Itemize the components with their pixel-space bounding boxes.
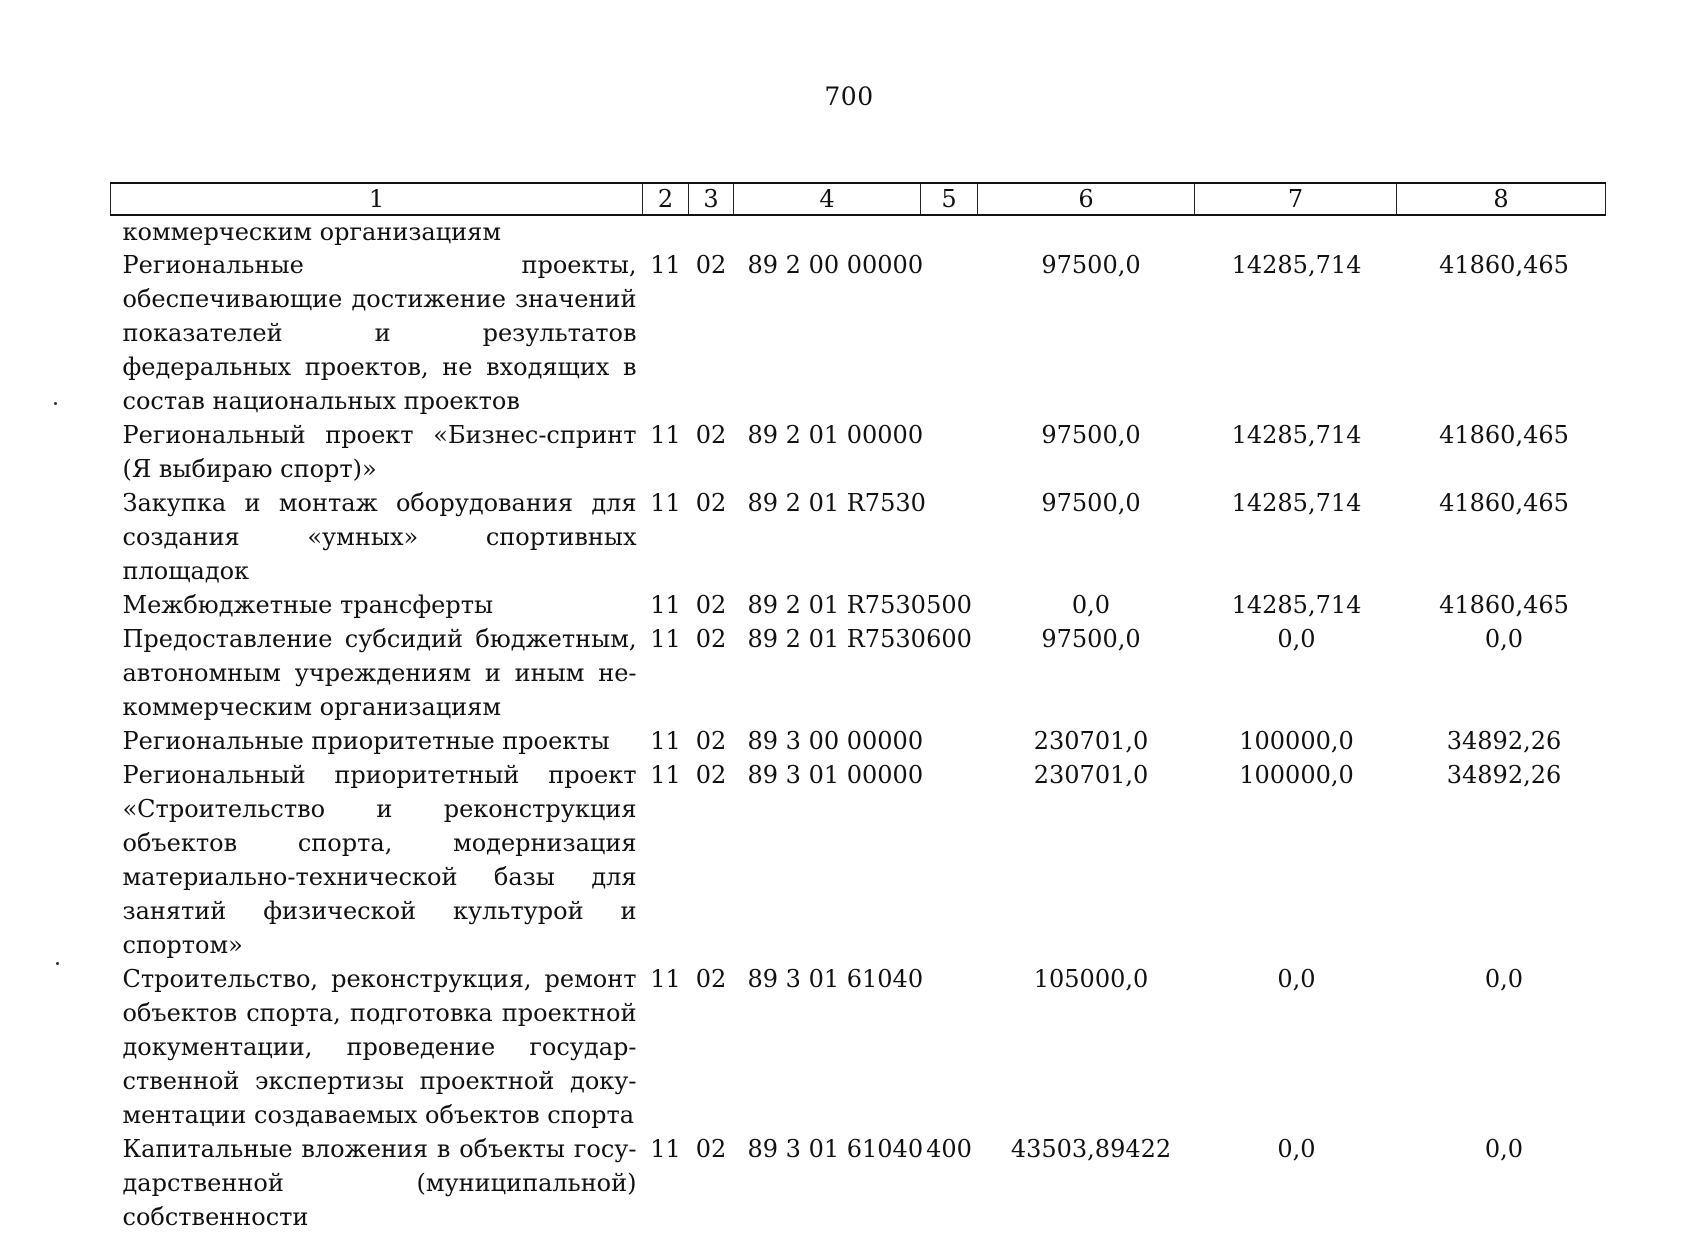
row-target-code: 89 2 01 R7530 xyxy=(747,591,926,619)
row-value-6: 105000,0 xyxy=(1033,965,1149,993)
table-row xyxy=(111,622,1606,724)
row-value-6: 97500,0 xyxy=(1041,251,1141,279)
header-col-3: 3 xyxy=(689,183,734,215)
row-value-6: 97500,0 xyxy=(1041,625,1141,653)
row-subsection: 02 xyxy=(695,965,727,993)
row-expense-type: 400 xyxy=(926,1135,972,1163)
row-value-8: 34892,26 xyxy=(1446,761,1562,789)
row-target-code: 89 3 01 61040 xyxy=(747,1135,924,1163)
row-target-code: 89 3 01 61040 xyxy=(747,965,924,993)
row-subsection: 02 xyxy=(695,1135,727,1163)
row-target-code xyxy=(734,215,921,248)
row-value-7 xyxy=(1195,215,1397,248)
row-expense-type: 600 xyxy=(926,625,972,653)
header-col-8: 8 xyxy=(1397,183,1606,215)
row-value-8 xyxy=(1397,215,1606,248)
scan-speck xyxy=(56,962,59,965)
row-value-7: 14285,714 xyxy=(1231,251,1362,279)
table-row xyxy=(111,962,1606,1132)
row-name: Региональный приоритетный проект «Строительство и реконструкция объектов спорта, модернизация материально-технической базы для занятий физической культурой и спортом» xyxy=(122,761,637,959)
row-value-6: 230701,0 xyxy=(1033,727,1149,755)
row-value-6: 0,0 xyxy=(1071,591,1111,619)
row-expense-type xyxy=(921,962,978,1132)
row-section: 11 xyxy=(650,965,681,993)
header-col-6: 6 xyxy=(978,183,1195,215)
row-section xyxy=(643,215,689,248)
row-value-7: 0,0 xyxy=(1277,965,1316,993)
row-value-6: 97500,0 xyxy=(1041,421,1141,449)
row-value-7: 100000,0 xyxy=(1239,727,1354,755)
row-value-6: 43503,89422 xyxy=(1010,1135,1172,1163)
table-row xyxy=(111,248,1606,418)
row-value-8: 0,0 xyxy=(1484,625,1524,653)
row-subsection xyxy=(689,215,734,248)
row-value-8: 0,0 xyxy=(1484,965,1524,993)
row-target-code: 89 2 00 00000 xyxy=(747,251,924,279)
row-section: 11 xyxy=(650,251,681,279)
row-section: 11 xyxy=(650,1135,681,1163)
row-section: 11 xyxy=(650,489,681,517)
row-name: Строительство, реконструкция, ремонт объектов спорта, подготовка проектной документации, проведение государственной экспертизы проектной документации создаваемых объектов спорта xyxy=(122,965,637,1129)
row-subsection: 02 xyxy=(695,727,727,755)
row-target-code: 89 2 01 00000 xyxy=(747,421,924,449)
table-row xyxy=(111,215,1606,248)
table-row xyxy=(111,1132,1606,1234)
header-row xyxy=(111,183,1606,215)
row-value-8: 41860,465 xyxy=(1439,591,1569,619)
row-expense-type xyxy=(921,724,978,758)
row-expense-type xyxy=(921,248,978,418)
row-subsection: 02 xyxy=(695,761,727,789)
row-expense-type xyxy=(921,215,978,248)
row-target-code: 89 2 01 R7530 xyxy=(747,625,926,653)
row-section: 11 xyxy=(650,591,681,619)
row-target-code: 89 3 00 00000 xyxy=(747,727,924,755)
row-name: коммерческим организациям xyxy=(122,218,501,246)
budget-table-container xyxy=(110,182,1605,1234)
header-col-5: 5 xyxy=(921,183,978,215)
row-name: Региональные приоритетные проекты xyxy=(122,727,610,755)
row-subsection: 02 xyxy=(695,489,727,517)
table-body xyxy=(111,215,1606,1234)
row-expense-type xyxy=(921,758,978,962)
row-value-7: 14285,714 xyxy=(1231,591,1362,619)
table-row xyxy=(111,418,1606,486)
row-value-8: 41860,465 xyxy=(1439,421,1569,449)
row-value-8: 41860,465 xyxy=(1439,489,1569,517)
table-header xyxy=(111,183,1606,215)
row-value-7: 14285,714 xyxy=(1231,489,1362,517)
row-section: 11 xyxy=(650,421,681,449)
row-value-6 xyxy=(978,215,1195,248)
row-value-7: 100000,0 xyxy=(1239,761,1354,789)
row-name: Предоставление субсидий бюджетным, автономным учреждениям и иным некоммерческим организациям xyxy=(122,625,637,721)
row-expense-type xyxy=(921,486,978,588)
row-value-8: 0,0 xyxy=(1484,1135,1524,1163)
row-name: Межбюджетные трансферты xyxy=(122,591,494,619)
table-row xyxy=(111,486,1606,588)
table-row xyxy=(111,724,1606,758)
row-section: 11 xyxy=(650,727,681,755)
row-subsection: 02 xyxy=(695,625,727,653)
row-name: Региональный проект «Бизнес-спринт (Я выбираю спорт)» xyxy=(122,421,637,483)
row-section: 11 xyxy=(650,761,681,789)
header-col-1: 1 xyxy=(111,183,643,215)
row-name: Закупка и монтаж оборудования для создания «умных» спортивных площадок xyxy=(122,489,637,585)
row-target-code: 89 3 01 00000 xyxy=(747,761,924,789)
header-col-2: 2 xyxy=(643,183,689,215)
table-row xyxy=(111,588,1606,622)
row-name: Региональные проекты, обеспечивающие достижение значений показателей и результатов федеральных проектов, не входящих в состав национальных проектов xyxy=(122,251,637,415)
row-expense-type: 500 xyxy=(926,591,972,619)
row-value-6: 230701,0 xyxy=(1033,761,1149,789)
budget-table xyxy=(110,182,1606,1234)
header-col-7: 7 xyxy=(1195,183,1397,215)
row-value-8: 41860,465 xyxy=(1439,251,1569,279)
row-value-7: 0,0 xyxy=(1277,625,1316,653)
row-subsection: 02 xyxy=(695,251,727,279)
row-value-7: 14285,714 xyxy=(1231,421,1362,449)
row-target-code: 89 2 01 R7530 xyxy=(747,489,926,517)
header-col-4: 4 xyxy=(734,183,921,215)
row-name: Капитальные вложения в объекты государственной (муниципальной) собственности xyxy=(122,1135,637,1231)
row-value-6: 97500,0 xyxy=(1041,489,1141,517)
row-value-8: 34892,26 xyxy=(1446,727,1562,755)
scan-speck xyxy=(54,402,57,405)
row-subsection: 02 xyxy=(695,591,727,619)
row-subsection: 02 xyxy=(695,421,727,449)
row-section: 11 xyxy=(650,625,681,653)
table-row xyxy=(111,758,1606,962)
page-number: 700 xyxy=(824,82,874,111)
row-value-7: 0,0 xyxy=(1277,1135,1316,1163)
row-expense-type xyxy=(921,418,978,486)
